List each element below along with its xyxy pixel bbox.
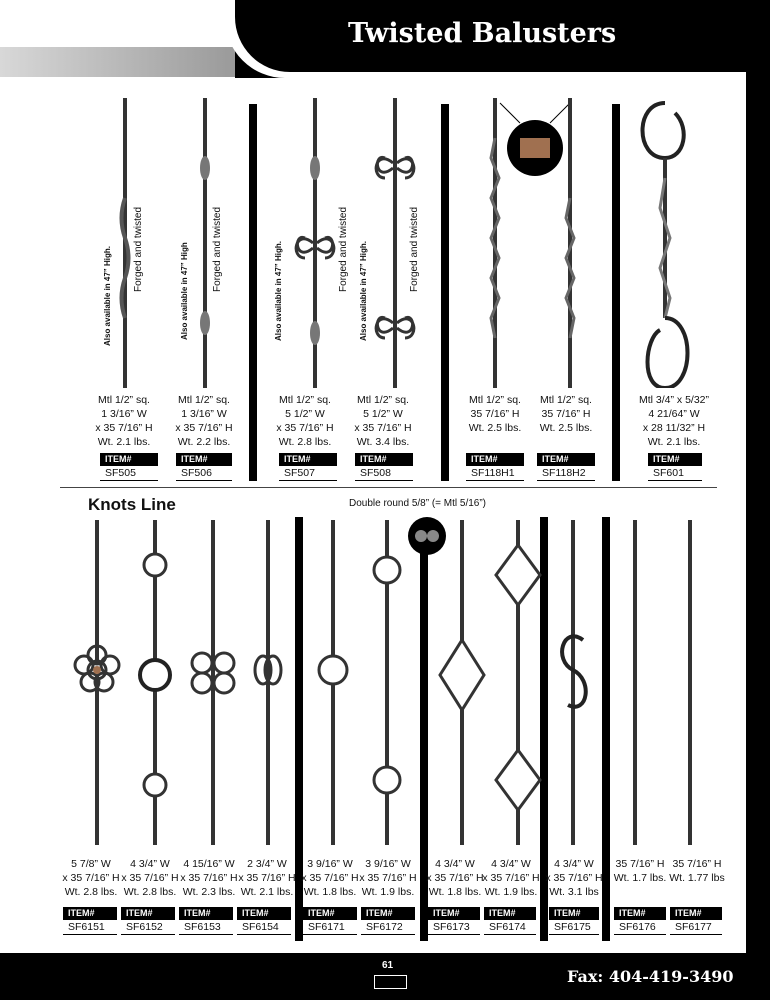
item-code-sf6176: SF6176 [614, 920, 666, 935]
item-code-sf6154: SF6154 [237, 920, 291, 935]
baluster-sf6177-image [675, 520, 705, 845]
spec-line: 4 3/4” W [554, 858, 594, 870]
spec-line: 35 7/16” H [541, 408, 591, 420]
divider-bar [441, 104, 449, 481]
page-title: Twisted Balusters [348, 18, 617, 49]
baluster-sf6176-image [620, 520, 650, 845]
spec-line: Mtl 1/2” sq. [178, 394, 230, 406]
item-code-sf6173: SF6173 [428, 920, 480, 935]
spec-sf6172 [356, 857, 420, 899]
availability-note: Also available in 47” High. [359, 240, 368, 341]
item-label: ITEM# [670, 907, 722, 920]
item-code-sf505: SF505 [100, 466, 158, 481]
spec-line: 1 3/16” W [101, 408, 147, 420]
spec-line: Wt. 2.1 lbs. [647, 436, 701, 448]
item-label: ITEM# [179, 907, 233, 920]
spec-line: Wt. 1.7 lbs. [613, 872, 667, 884]
material-note: Double round 5/8” (= Mtl 5/16”) [349, 498, 487, 509]
item-label: ITEM# [648, 453, 702, 466]
forged-note: Forged and twisted [409, 206, 420, 292]
item-label: ITEM# [466, 453, 524, 466]
spec-line: 2 3/4” W [247, 858, 287, 870]
availability-note: Also available in 47” High. [103, 245, 112, 346]
spec-line: 35 7/16” H [470, 408, 520, 420]
spec-line: x 35 7/16” H [62, 872, 120, 884]
spec-line: Mtl 1/2” sq. [357, 394, 409, 406]
spec-line: Wt. 2.1 lbs. [240, 886, 294, 898]
spec-sf506 [164, 393, 244, 449]
item-code-sf6151: SF6151 [63, 920, 117, 935]
item-label: ITEM# [121, 907, 175, 920]
spec-line: Wt. 1.8 lbs. [428, 886, 482, 898]
spec-sf6171 [298, 857, 362, 899]
item-label: ITEM# [537, 453, 595, 466]
forged-note: Forged and twisted [133, 206, 144, 292]
fence-logo-icon [374, 975, 407, 989]
item-code-sf118h2: SF118H2 [537, 466, 595, 481]
baluster-sf6175-image [548, 520, 598, 845]
spec-line: Mtl 1/2” sq. [98, 394, 150, 406]
spec-line: Wt. 1.77 lbs [669, 872, 725, 884]
baluster-sf6172-image [362, 520, 412, 845]
spec-sf118h1 [457, 393, 533, 435]
spec-line: x 28 11/32” H [642, 422, 706, 434]
spec-line: Wt. 2.1 lbs. [97, 436, 151, 448]
spec-line: Wt. 1.9 lbs. [484, 886, 538, 898]
item-label: ITEM# [484, 907, 536, 920]
spec-line: x 35 7/16” H [545, 872, 603, 884]
spec-sf508 [343, 393, 423, 449]
spec-line: 1 3/16” W [181, 408, 227, 420]
spec-sf6174 [482, 857, 540, 899]
item-code-sf6152: SF6152 [121, 920, 175, 935]
spec-line: x 35 7/16” H [354, 422, 412, 434]
spec-sf507 [265, 393, 345, 449]
spec-line: Mtl 3/4” x 5/32” [638, 394, 710, 406]
divider-bar [612, 104, 620, 481]
baluster-sf6152-image [130, 520, 180, 845]
divider-bar [602, 517, 610, 941]
header-gray-band [0, 47, 235, 77]
item-label: ITEM# [279, 453, 337, 466]
spec-line: x 35 7/16” H [121, 872, 179, 884]
baluster-sf118h2-image [560, 98, 580, 388]
spec-line: x 35 7/16” H [426, 872, 484, 884]
spec-sf118h2 [528, 393, 604, 435]
spec-line: Wt. 1.8 lbs. [303, 886, 357, 898]
spec-sf6152 [117, 857, 183, 899]
spec-line: x 35 7/16” H [95, 422, 153, 434]
spec-line: 35 7/16” H [615, 858, 665, 870]
item-label: ITEM# [237, 907, 291, 920]
baluster-sf6173-image [432, 520, 492, 845]
section-divider [60, 487, 717, 488]
spec-line: x 35 7/16” H [276, 422, 334, 434]
item-label: ITEM# [303, 907, 357, 920]
spec-line: x 35 7/16” H [482, 872, 540, 884]
item-code-sf508: SF508 [355, 466, 413, 481]
spec-line: Wt. 1.9 lbs. [361, 886, 415, 898]
spec-line: Wt. 2.5 lbs. [468, 422, 522, 434]
spec-line: 4 21/64” W [648, 408, 700, 420]
item-code-sf6175: SF6175 [549, 920, 599, 935]
spec-line: Mtl 1/2” sq. [279, 394, 331, 406]
spec-line: 5 1/2” W [363, 408, 403, 420]
spec-line: 4 15/16” W [183, 858, 235, 870]
item-label: ITEM# [355, 453, 413, 466]
spec-sf505 [84, 393, 164, 449]
spec-line: Wt. 3.1 lbs [549, 886, 599, 898]
spec-line: Wt. 2.5 lbs. [539, 422, 593, 434]
item-label: ITEM# [63, 907, 117, 920]
spec-line: x 35 7/16” H [180, 872, 238, 884]
spec-line: 35 7/16” H [672, 858, 722, 870]
spec-line: Wt. 2.8 lbs. [278, 436, 332, 448]
forged-note: Forged and twisted [212, 206, 223, 292]
baluster-sf6171-image [308, 520, 358, 845]
item-code-sf6171: SF6171 [303, 920, 357, 935]
section-title: Knots Line [88, 495, 176, 514]
item-label: ITEM# [100, 453, 158, 466]
item-label: ITEM# [614, 907, 666, 920]
item-code-sf6153: SF6153 [179, 920, 233, 935]
item-label: ITEM# [428, 907, 480, 920]
spec-line: 3 9/16” W [365, 858, 411, 870]
spec-sf6153 [176, 857, 242, 899]
spec-line: x 35 7/16” H [175, 422, 233, 434]
spec-line: 5 7/8” W [71, 858, 111, 870]
availability-note: Also available in 47” High. [274, 240, 283, 341]
item-code-sf506: SF506 [176, 466, 232, 481]
spec-line: Wt. 3.4 lbs. [356, 436, 410, 448]
fax-number: Fax: 404-419-3490 [567, 967, 734, 986]
baluster-sf6151-image [72, 520, 122, 845]
item-label: ITEM# [549, 907, 599, 920]
spec-line: 4 3/4” W [130, 858, 170, 870]
page-number: 61 [382, 960, 394, 971]
spec-line: x 35 7/16” H [301, 872, 359, 884]
item-code-sf601: SF601 [648, 466, 702, 481]
baluster-sf6153-image [188, 520, 238, 845]
divider-bar [249, 104, 257, 481]
spec-line: 3 9/16” W [307, 858, 353, 870]
spec-sf6177 [666, 857, 728, 885]
spec-sf6175 [545, 857, 603, 899]
item-code-sf6174: SF6174 [484, 920, 536, 935]
spec-line: 4 3/4” W [491, 858, 531, 870]
item-code-sf118h1: SF118H1 [466, 466, 524, 481]
spec-line: x 35 7/16” H [359, 872, 417, 884]
baluster-sf601-image [630, 98, 700, 388]
item-code-sf6177: SF6177 [670, 920, 722, 935]
spec-line: Mtl 1/2” sq. [540, 394, 592, 406]
spec-line: Wt. 2.3 lbs. [182, 886, 236, 898]
item-code-sf6172: SF6172 [361, 920, 415, 935]
spec-line: Mtl 1/2” sq. [469, 394, 521, 406]
spec-line: x 35 7/16” H [238, 872, 296, 884]
availability-note: Also available in 47” High [180, 242, 189, 340]
page-edge-bar [746, 0, 770, 1000]
baluster-sf6174-image [488, 520, 548, 845]
item-label: ITEM# [176, 453, 232, 466]
item-label: ITEM# [361, 907, 415, 920]
spec-line: Wt. 2.8 lbs. [123, 886, 177, 898]
spec-sf6154 [234, 857, 300, 899]
spec-line: Wt. 2.2 lbs. [177, 436, 231, 448]
spec-sf6176 [610, 857, 670, 885]
spec-sf601 [624, 393, 724, 449]
item-code-sf507: SF507 [279, 466, 337, 481]
forged-note: Forged and twisted [338, 206, 349, 292]
spec-line: 5 1/2” W [285, 408, 325, 420]
baluster-sf6154-image [243, 520, 293, 845]
spec-line: Wt. 2.8 lbs. [64, 886, 118, 898]
baluster-sf507-image [285, 98, 345, 388]
spec-line: 4 3/4” W [435, 858, 475, 870]
spec-sf6173 [426, 857, 484, 899]
